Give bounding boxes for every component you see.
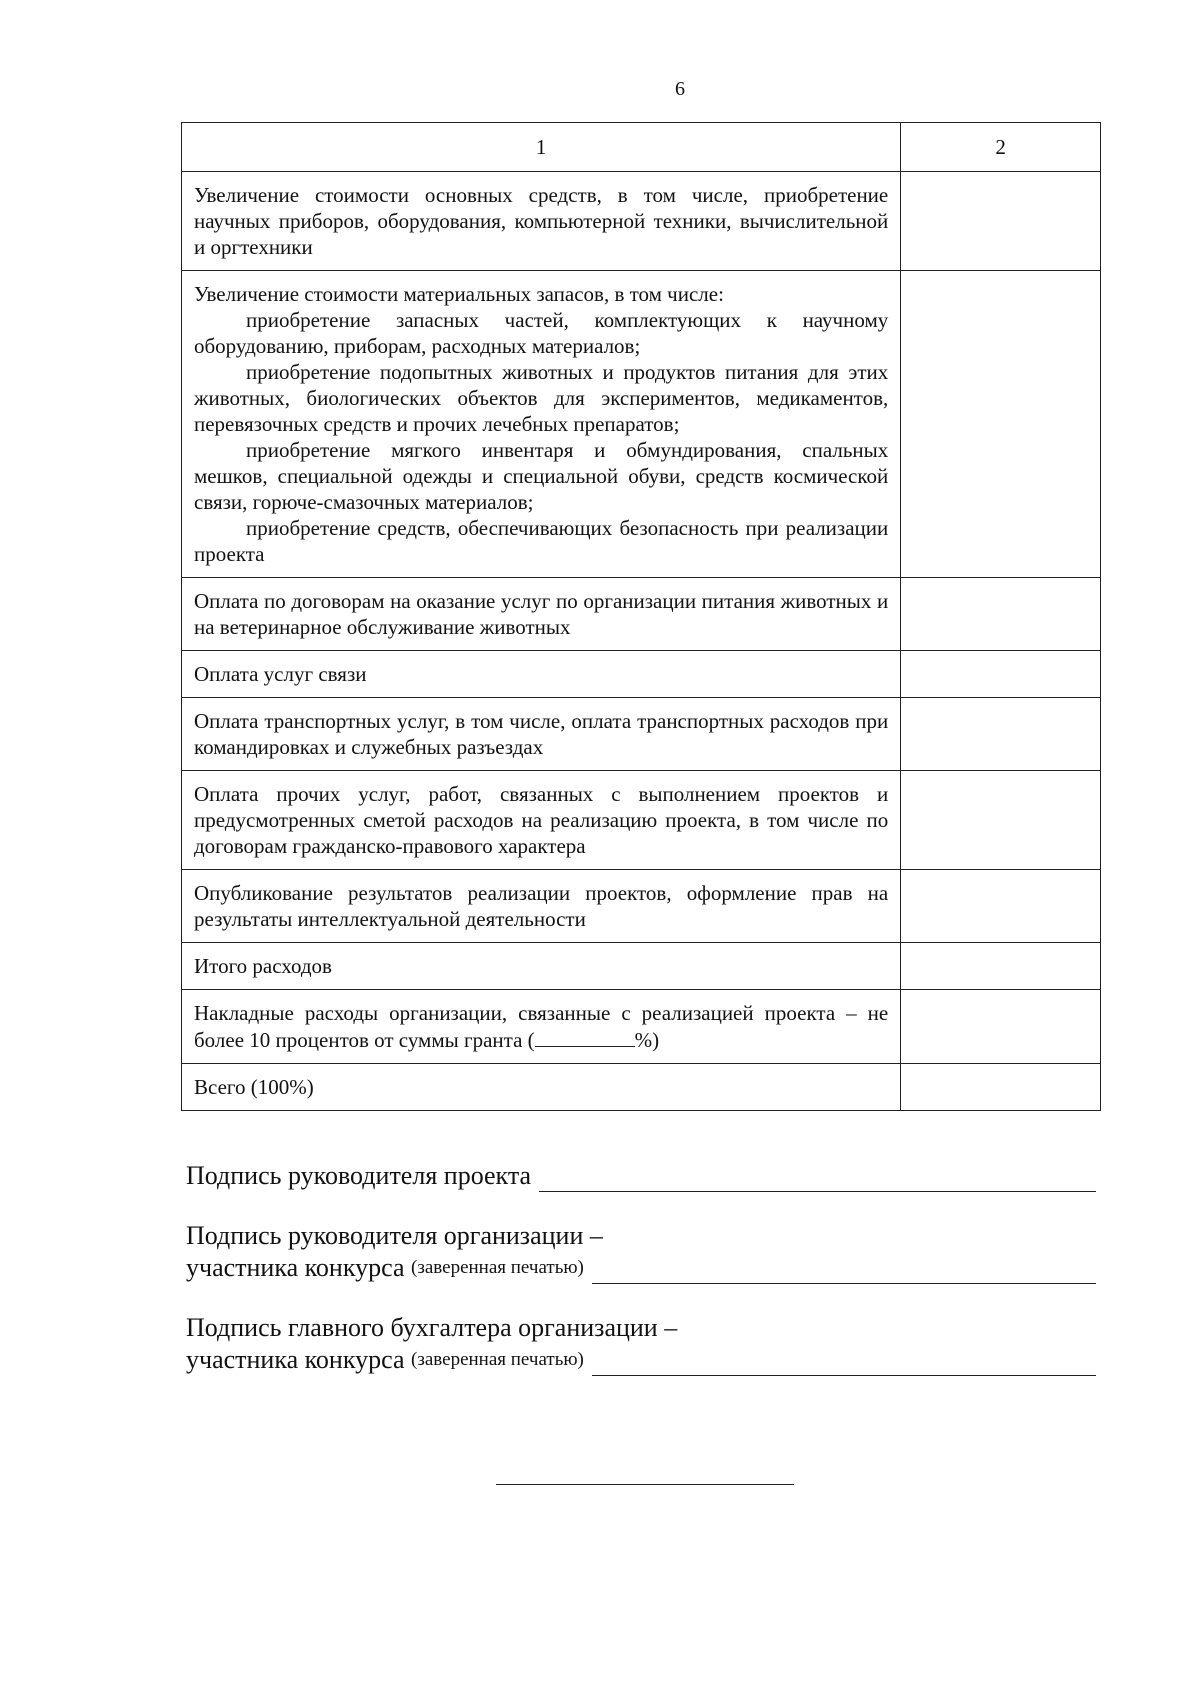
column-header-1: 1: [182, 123, 901, 172]
row-description-paragraph: приобретение запасных частей, комплектующих к научному оборудованию, приборам, расходных материалов;: [194, 308, 889, 358]
table-row: [182, 698, 1101, 771]
row-description-paragraph: Итого расходов: [194, 954, 332, 978]
accountant-label-line2: участника конкурса: [186, 1345, 405, 1374]
row-description: [182, 943, 901, 990]
overhead-text: Накладные расходы организации, связанные с реализацией проекта – не более 10 процентов от суммы гранта (: [194, 1001, 889, 1052]
row-description-paragraph: Оплата услуг связи: [194, 662, 367, 686]
column-header-2: 2: [901, 123, 1101, 172]
row-description: [182, 172, 901, 271]
overhead-value-cell[interactable]: [901, 990, 1101, 1064]
row-description: [182, 870, 901, 943]
accountant-signature-line[interactable]: [592, 1349, 1096, 1376]
row-value-cell[interactable]: [901, 698, 1101, 771]
row-value-cell[interactable]: [901, 651, 1101, 698]
row-value-cell[interactable]: [901, 943, 1101, 990]
overhead-description: [182, 990, 901, 1064]
accountant-label-line1: Подпись главного бухгалтера организации –: [186, 1313, 678, 1342]
row-description-paragraph: Оплата транспортных услуг, в том числе, оплата транспортных расходов при командировках и служебных разъездах: [194, 709, 889, 759]
accountant-signature: [186, 1312, 1096, 1376]
row-description-paragraph: приобретение средств, обеспечивающих безопасность при реализации проекта: [194, 516, 889, 566]
org-head-signature-line[interactable]: [592, 1257, 1096, 1284]
table-row: [182, 651, 1101, 698]
table-row: [182, 271, 1101, 578]
org-head-stamp-note: (заверенная печатью): [411, 1257, 584, 1278]
row-value-cell[interactable]: [901, 771, 1101, 870]
table-row: [182, 578, 1101, 651]
row-description: [182, 771, 901, 870]
table-body: [182, 172, 1101, 1111]
row-description: [182, 698, 901, 771]
row-description: [182, 578, 901, 651]
row-description: [182, 271, 901, 578]
row-description-paragraph: Увеличение стоимости основных средств, в том числе, приобретение научных приборов, оборудования, компьютерной техники, вычислительной и оргтехники: [194, 183, 889, 259]
project-head-signature-line[interactable]: [539, 1165, 1096, 1192]
org-head-signature: [186, 1220, 1096, 1284]
row-description-paragraph: приобретение подопытных животных и продуктов питания для этих животных, биологических объектов для экспериментов, медикаментов, перевязочных средств и прочих лечебных препаратов;: [194, 360, 889, 436]
org-head-label-line1: Подпись руководителя организации –: [186, 1221, 603, 1250]
row-description-paragraph: Оплата по договорам на оказание услуг по организации питания животных и на ветеринарное обслуживание животных: [194, 589, 889, 639]
accountant-stamp-note: (заверенная печатью): [411, 1349, 584, 1370]
total-label: Всего (100%): [182, 1064, 901, 1111]
project-head-label: Подпись руководителя проекта: [186, 1161, 532, 1190]
row-description: [182, 651, 901, 698]
end-of-document-rule: [496, 1484, 794, 1485]
row-description-paragraph: Увеличение стоимости материальных запасов, в том числе:: [194, 282, 724, 306]
row-value-cell[interactable]: [901, 271, 1101, 578]
table-row: [182, 870, 1101, 943]
percent-blank-field[interactable]: [535, 1026, 635, 1047]
total-row: [182, 1064, 1101, 1111]
total-value-cell[interactable]: [901, 1064, 1101, 1111]
overhead-text-end: %): [634, 1028, 660, 1052]
org-head-label-line2: участника конкурса: [186, 1253, 405, 1282]
row-value-cell[interactable]: [901, 870, 1101, 943]
table-row: [182, 771, 1101, 870]
row-value-cell[interactable]: [901, 578, 1101, 651]
row-value-cell[interactable]: [901, 172, 1101, 271]
signatures-section: [186, 1160, 1096, 1404]
table-row: [182, 943, 1101, 990]
row-description-paragraph: приобретение мягкого инвентаря и обмундирования, спальных мешков, специальной одежды и специальной обуви, средств космической связи, горюче-смазочных материалов;: [194, 438, 889, 514]
budget-table: [181, 122, 1101, 1111]
page-number: 6: [675, 78, 685, 100]
table-row: [182, 172, 1101, 271]
row-description-paragraph: Оплата прочих услуг, работ, связанных с выполнением проектов и предусмотренных сметой расходов на реализацию проекта, в том числе по договорам гражданско-правового характера: [194, 782, 889, 858]
project-head-signature: [186, 1160, 1096, 1192]
row-description-paragraph: Опубликование результатов реализации проектов, оформление прав на результаты интеллектуальной деятельности: [194, 881, 889, 931]
table-header-row: [182, 123, 1101, 172]
overhead-row: [182, 990, 1101, 1064]
